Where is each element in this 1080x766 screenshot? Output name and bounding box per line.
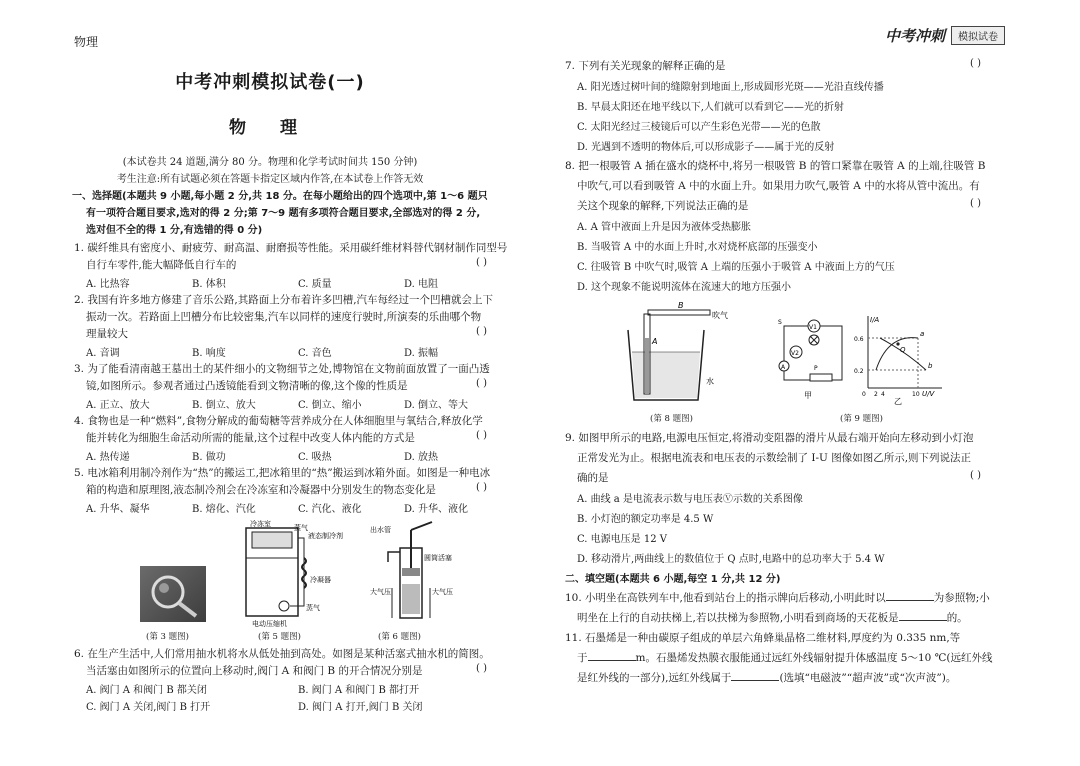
q7-option-a: A. 阳光透过树叶间的缝隙射到地面上,形成圆形光斑——光沿直线传播 bbox=[577, 82, 884, 93]
figure8-beaker-diagram bbox=[620, 300, 730, 408]
q7-option-b: B. 早晨太阳还在地平线以下,人们就可以看到它——光的折射 bbox=[577, 102, 844, 113]
q2-answer-paren: ( ) bbox=[476, 326, 487, 337]
section2-heading: 二、填空题(本题共 6 小题,每空 1 分,共 12 分) bbox=[565, 574, 781, 585]
label-water: 水 bbox=[706, 377, 714, 386]
tick-x-2: 2 bbox=[874, 391, 878, 398]
q7-stem: 7. 下列有关光现象的解释正确的是 bbox=[565, 60, 726, 72]
beaker-water bbox=[632, 352, 700, 398]
pump-handle bbox=[411, 522, 432, 530]
label-axis-x: U/V bbox=[922, 390, 935, 398]
q4-stem-line1: 4. 食物也是一种“燃料”,食物分解成的葡萄糖等营养成分在人体细胞里与氧结合,释放化学 bbox=[74, 415, 483, 427]
label-ammeter: A bbox=[781, 364, 786, 371]
q10-blank-1[interactable] bbox=[886, 590, 934, 601]
q11-line2 bbox=[577, 650, 993, 665]
label-compressor: 电动压缩机 bbox=[252, 620, 287, 628]
q1-stem-line1: 1. 碳纤维具有密度小、耐疲劳、耐高温、耐磨损等性能。采用碳纤维材料替代钢材制作同型号 bbox=[74, 242, 508, 254]
label-curve-b: b bbox=[928, 362, 933, 370]
exam-subject-title: 物 理 bbox=[229, 118, 311, 138]
q4-option-b: B. 做功 bbox=[192, 452, 226, 463]
label-slider-p: P bbox=[814, 365, 818, 372]
q5-option-d: D. 升华、液化 bbox=[404, 504, 469, 515]
q3-option-d: D. 倒立、等大 bbox=[404, 400, 469, 411]
freezer-compartment bbox=[252, 532, 292, 548]
label-axis-y: I/A bbox=[870, 316, 880, 324]
tick-y-02: 0.2 bbox=[854, 368, 864, 375]
q1-option-b: B. 体积 bbox=[192, 279, 226, 290]
q5-answer-paren: ( ) bbox=[476, 482, 487, 493]
q10-text-c: 明坐在上行的自动扶梯上,若以扶梯为参照物,小明看到商场的天花板是 bbox=[577, 612, 899, 624]
section1-heading-line1: 一、选择题(本题共 9 小题,每小题 2 分,共 18 分。在每小题给出的四个选项中,第 1～6 题只 bbox=[72, 191, 488, 202]
figure9-iu-graph bbox=[854, 312, 946, 404]
q1-stem-line2: 自行车零件,能大幅降低自行车的 bbox=[86, 259, 237, 271]
q9-option-a: A. 曲线 a 是电流表示数与电压表Ⓥ示数的关系图像 bbox=[577, 494, 803, 505]
q4-answer-paren: ( ) bbox=[476, 430, 487, 441]
q11-text-b: 于 bbox=[577, 652, 588, 664]
figure9-caption: (第 9 题图) bbox=[840, 414, 883, 424]
tick-x-4: 4 bbox=[881, 391, 885, 398]
q6-option-d: D. 阀门 A 打开,阀门 B 关闭 bbox=[298, 702, 423, 713]
q9-option-b: B. 小灯泡的额定功率是 4.5 W bbox=[577, 514, 714, 525]
label-vapor: 蒸气 bbox=[306, 604, 320, 612]
q6-option-c: C. 阀门 A 关闭,阀门 B 打开 bbox=[86, 702, 211, 713]
q8-option-d: D. 这个现象不能说明流体在流速大的地方压强小 bbox=[577, 282, 792, 293]
q6-answer-paren: ( ) bbox=[476, 663, 487, 674]
q8-stem-line2: 中吹气,可以看到吸管 A 中的水面上升。如果用力吹气,吸管 A 中的水将从管中流出。有 bbox=[577, 180, 980, 192]
q3-answer-paren: ( ) bbox=[476, 378, 487, 389]
q6-option-b: B. 阀门 A 和阀门 B 都打开 bbox=[298, 685, 419, 696]
figure9-circuit-diagram bbox=[774, 318, 850, 402]
label-freezer: 冷冻室 bbox=[250, 520, 271, 528]
curve-b bbox=[880, 338, 926, 370]
q8-option-c: C. 往吸管 B 中吹气时,吸管 A 上端的压强小于吸管 A 中液面上方的气压 bbox=[577, 262, 895, 273]
tick-y-06: 0.6 bbox=[854, 336, 864, 343]
q11-text-e: (选填“电磁波”“超声波”或“次声波”)。 bbox=[779, 672, 957, 684]
magnifier-icon bbox=[140, 566, 206, 622]
q1-option-a: A. 比热容 bbox=[86, 279, 130, 290]
label-curve-a: a bbox=[920, 330, 925, 338]
q3-stem-line2: 镜,如图所示。参观者通过凸透镜能看到文物清晰的像,这个像的性质是 bbox=[86, 380, 408, 392]
q10-line2 bbox=[577, 610, 968, 625]
figure6-caption: (第 6 题图) bbox=[378, 632, 421, 642]
rheostat bbox=[810, 374, 832, 381]
q3-option-a: A. 正立、放大 bbox=[86, 400, 150, 411]
q7-option-d: D. 光遇到不透明的物体后,可以形成影子——属于光的反射 bbox=[577, 142, 835, 153]
label-blow: 吹气 bbox=[712, 311, 728, 320]
water-column bbox=[402, 584, 420, 614]
q3-option-b: B. 倒立、放大 bbox=[192, 400, 256, 411]
q11-text-d: 是红外线的一部分),远红外线属于 bbox=[577, 672, 732, 684]
figure5-refrigerator-diagram bbox=[240, 518, 343, 628]
q8-stem-line1: 8. 把一根吸管 A 插在盛水的烧杯中,将另一根吸管 B 的管口紧靠在吸管 A 的上端,往吸管 B bbox=[565, 160, 986, 172]
q9-option-c: C. 电源电压是 12 V bbox=[577, 534, 667, 545]
q5-stem-line1: 5. 电冰箱利用制冷剂作为“热”的搬运工,把冰箱里的“热”搬运到冰箱外面。如图是一种电冰 bbox=[74, 467, 491, 479]
label-condenser: 冷凝器 bbox=[310, 576, 331, 584]
exam-info: (本试卷共 24 道题,满分 80 分。物理和化学考试时间共 150 分钟) bbox=[122, 157, 418, 168]
q1-answer-paren: ( ) bbox=[476, 257, 487, 268]
label-yi: 乙 bbox=[894, 397, 902, 406]
q10-blank-2[interactable] bbox=[899, 610, 947, 621]
q2-option-d: D. 振幅 bbox=[404, 348, 439, 359]
series-logo bbox=[885, 24, 1005, 46]
q2-option-c: C. 音色 bbox=[298, 348, 332, 359]
q9-stem-line1: 9. 如图甲所示的电路,电源电压恒定,将滑动变阻器的滑片从最右端开始向左移动到小灯泡 bbox=[565, 432, 974, 444]
label-straw-b: B bbox=[678, 301, 684, 310]
q8-answer-paren: ( ) bbox=[970, 198, 981, 209]
label-outlet-pipe: 出水管 bbox=[370, 526, 391, 534]
q10-text-a: 10. 小明坐在高铁列车中,他看到站台上的指示牌向后移动,小明此时以 bbox=[565, 592, 886, 604]
q11-blank-1[interactable] bbox=[588, 650, 636, 661]
q7-option-c: C. 太阳光经过三棱镜后可以产生彩色光带——光的色散 bbox=[577, 122, 821, 133]
label-straw-a: A bbox=[652, 337, 658, 346]
q2-stem-line3: 理量较大 bbox=[86, 328, 128, 340]
label-steam: 蒸气 bbox=[294, 524, 308, 532]
pump-piston bbox=[402, 568, 420, 576]
q1-option-c: C. 质量 bbox=[298, 279, 332, 290]
q4-option-d: D. 放热 bbox=[404, 452, 439, 463]
q6-option-a: A. 阀门 A 和阀门 B 都关闭 bbox=[86, 685, 207, 696]
q5-stem-line2: 箱的构造和原理图,液态制冷剂会在冷冻室和冷凝器中分别发生的物态变化是 bbox=[86, 484, 436, 496]
exam-title: 中考冲刺模拟试卷(一) bbox=[175, 72, 365, 93]
q4-option-a: A. 热传递 bbox=[86, 452, 130, 463]
page-subject-header: 物理 bbox=[74, 35, 99, 49]
q2-option-a: A. 音调 bbox=[86, 348, 120, 359]
right-page bbox=[540, 0, 1080, 766]
exam-notice: 考生注意:所有试题必须在答题卡指定区域内作答,在本试卷上作答无效 bbox=[116, 174, 424, 185]
outlet-pipe bbox=[388, 552, 400, 562]
q9-option-d: D. 移动滑片,两曲线上的数值位于 Q 点时,电路中的总功率大于 5.4 W bbox=[577, 554, 885, 565]
q2-stem-line2: 振动一次。若路面上凹槽分布比较密集,汽车以同样的速度行驶时,所演奏的乐曲哪个物 bbox=[86, 311, 482, 323]
q2-stem-line1: 2. 我国有许多地方修建了音乐公路,其路面上分布着许多凹槽,汽车每经过一个凹槽就会上下 bbox=[74, 294, 494, 306]
label-switch: S bbox=[778, 319, 782, 326]
label-piston: 圆筒活塞 bbox=[424, 554, 452, 562]
section1-heading-line3: 选对但不全的得 1 分,有选错的得 0 分) bbox=[86, 225, 263, 236]
figure5-caption: (第 5 题图) bbox=[258, 632, 301, 642]
tick-x-0: 0 bbox=[862, 391, 866, 398]
q9-stem-line3: 确的是 bbox=[577, 472, 609, 484]
tick-x-10: 10 bbox=[912, 391, 920, 398]
q2-option-b: B. 响度 bbox=[192, 348, 226, 359]
q5-option-c: C. 汽化、液化 bbox=[298, 504, 362, 515]
q1-option-d: D. 电阻 bbox=[404, 279, 439, 290]
q11-text-c: m。石墨烯发热膜衣服能通过远红外线辐射提升体感温度 5～10 ℃(远红外线 bbox=[635, 652, 993, 664]
q6-stem-line1: 6. 在生产生活中,人们常用抽水机将水从低处抽到高处。如图是某种活塞式抽水机的简图。 bbox=[74, 648, 490, 660]
compressor-icon bbox=[279, 601, 289, 611]
label-jia: 甲 bbox=[804, 391, 812, 400]
q5-option-b: B. 熔化、汽化 bbox=[192, 504, 256, 515]
q10-text-b: 为参照物;小 bbox=[933, 592, 990, 604]
figure3-magnifier-photo bbox=[140, 566, 206, 622]
q3-stem-line1: 3. 为了能看清南越王墓出土的某件细小的文物细节之处,博物馆在文物前面放置了一面凸透 bbox=[74, 363, 490, 375]
q4-stem-line2: 能并转化为细胞生命活动所需的能量,这个过程中改变人体内能的方式是 bbox=[86, 432, 415, 444]
q8-option-a: A. A 管中液面上升是因为液体受热膨胀 bbox=[577, 222, 751, 233]
q4-option-c: C. 吸热 bbox=[298, 452, 332, 463]
section1-heading-line2: 有一项符合题目要求,选对的得 2 分;第 7～9 题有多项符合题目要求,全部选对的得 2 分, bbox=[86, 208, 481, 219]
label-atm-pressure-left: 大气压 bbox=[370, 588, 391, 596]
q11-line1: 11. 石墨烯是一种由碳原子组成的单层六角蜂巢晶格二维材料,厚度约为 0.335 nm,等 bbox=[565, 632, 961, 644]
straw-a-water bbox=[645, 338, 649, 394]
label-point-q: Q bbox=[900, 346, 906, 354]
label-v2: V2 bbox=[791, 350, 799, 357]
logo-tag: 模拟试卷 bbox=[951, 26, 1005, 45]
straw-b bbox=[648, 310, 710, 315]
label-atm-pressure-right: 大气压 bbox=[432, 588, 453, 596]
q6-stem-line2: 当活塞由如图所示的位置向上移动时,阀门 A 和阀门 B 的开合情况分别是 bbox=[86, 665, 423, 677]
q8-option-b: B. 当吸管 A 中的水面上升时,水对烧杯底部的压强变小 bbox=[577, 242, 818, 253]
q9-answer-paren: ( ) bbox=[970, 470, 981, 481]
q9-stem-line2: 正常发光为止。根据电流表和电压表的示数绘制了 I-U 图像如图乙所示,则下列说法正 bbox=[577, 452, 972, 464]
q10-line1 bbox=[565, 590, 990, 605]
label-liquid-refrigerant: 液态制冷剂 bbox=[308, 532, 343, 540]
q11-blank-2[interactable] bbox=[731, 670, 779, 681]
figure8-caption: (第 8 题图) bbox=[650, 414, 693, 424]
q10-text-d: 的。 bbox=[946, 612, 968, 624]
figure6-piston-pump-diagram bbox=[366, 518, 453, 628]
q8-stem-line3: 关这个现象的解释,下列说法正确的是 bbox=[577, 200, 749, 212]
label-v1: V1 bbox=[809, 324, 817, 331]
q7-answer-paren: ( ) bbox=[970, 58, 981, 69]
q11-line3 bbox=[577, 670, 956, 685]
q5-option-a: A. 升华、凝华 bbox=[86, 504, 150, 515]
logo-mark: 中考冲刺 bbox=[884, 26, 945, 45]
curve-a bbox=[876, 338, 918, 370]
figure3-caption: (第 3 题图) bbox=[146, 632, 189, 642]
q3-option-c: C. 倒立、缩小 bbox=[298, 400, 362, 411]
